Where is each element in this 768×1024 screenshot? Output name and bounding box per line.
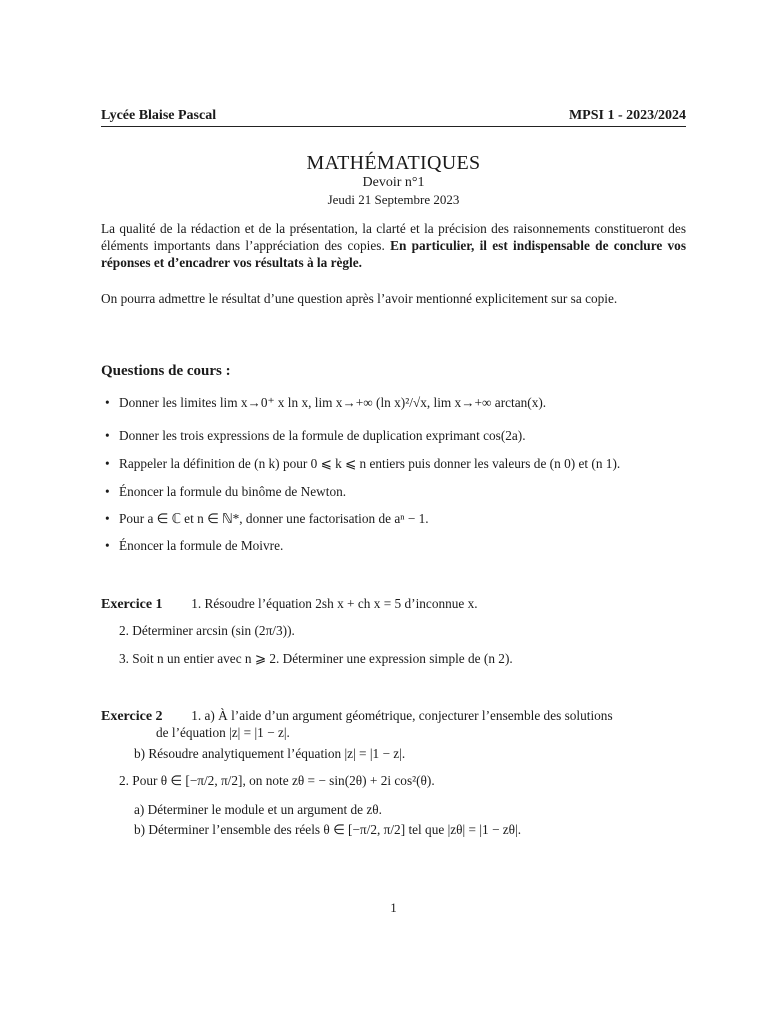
page-number: 1 <box>390 900 397 915</box>
exercise-2-line <box>101 708 613 725</box>
document-page <box>101 0 686 1024</box>
cours-item-3: • Rappeler la définition de (n k) pour 0 ⩽ k ⩽ n entiers puis donner les valeurs de (n 0) et (n 1). <box>119 456 620 472</box>
exercise-1-q2: 2. Déterminer arcsin (sin (2π/3)). <box>119 623 295 638</box>
exercise-2-q1a: 1. a) À l’aide d’un argument géométrique, conjecturer l’ensemble des solutions <box>191 708 613 723</box>
exercise-2-heading: Exercice 2 <box>101 709 163 724</box>
exercise-1-q1: 1. Résoudre l’équation 2sh x + ch x = 5 d’inconnue x. <box>191 596 478 611</box>
exercise-2-q2a: a) Déterminer le module et un argument de zθ. <box>134 802 382 817</box>
cours-heading: Questions de cours : <box>101 363 231 379</box>
intro-bold-text: En particulier, il est indispensable de conclure vos réponses et d’encadrer vos résultats à la règle. <box>101 238 687 270</box>
doc-date: Jeudi 21 Septembre 2023 <box>327 192 460 207</box>
admission-note: On pourra admettre le résultat d’une question après l’avoir mentionné explicitement sur sa copie. <box>101 291 618 306</box>
header-rule <box>101 126 686 127</box>
cours-item-1: • Donner les limites lim x→0⁺ x ln x, lim x→+∞ (ln x)²/√x, lim x→+∞ arctan(x). <box>119 395 546 411</box>
class-year: MPSI 1 - 2023/2024 <box>568 108 686 123</box>
cours-item-4: • Énoncer la formule du binôme de Newton. <box>119 484 346 500</box>
cours-item-6: • Énoncer la formule de Moivre. <box>119 538 283 554</box>
exercise-2-q1b: b) Résoudre analytiquement l’équation |z| = |1 − z|. <box>134 746 406 761</box>
exercise-1-q3: 3. Soit n un entier avec n ⩾ 2. Déterminer une expression simple de (n 2). <box>119 651 513 666</box>
exercise-2-q1a-cont: de l’équation |z| = |1 − z|. <box>156 725 290 740</box>
school-name: Lycée Blaise Pascal <box>101 108 217 123</box>
cours-item-5: • Pour a ∈ ℂ et n ∈ ℕ*, donner une factorisation de aⁿ − 1. <box>119 511 429 527</box>
doc-title: MATHÉMATIQUES <box>306 152 481 174</box>
intro-paragraph <box>101 220 686 271</box>
exercise-2-q2b: b) Déterminer l’ensemble des réels θ ∈ [−π/2, π/2] tel que |zθ| = |1 − zθ|. <box>134 822 522 837</box>
cours-item-2: • Donner les trois expressions de la formule de duplication exprimant cos(2a). <box>119 428 526 444</box>
exercise-2-q2: 2. Pour θ ∈ [−π/2, π/2], on note zθ = − sin(2θ) + 2i cos²(θ). <box>119 773 435 788</box>
exercise-1-line <box>101 596 478 613</box>
exercise-1-heading: Exercice 1 <box>101 597 163 612</box>
doc-subtitle: Devoir n°1 <box>362 175 425 190</box>
intro-text: La qualité de la rédaction et de la présentation, la clarté et la précision des raisonnements constitueront des éléments importants dans l’appréciation des copies. <box>101 221 686 253</box>
